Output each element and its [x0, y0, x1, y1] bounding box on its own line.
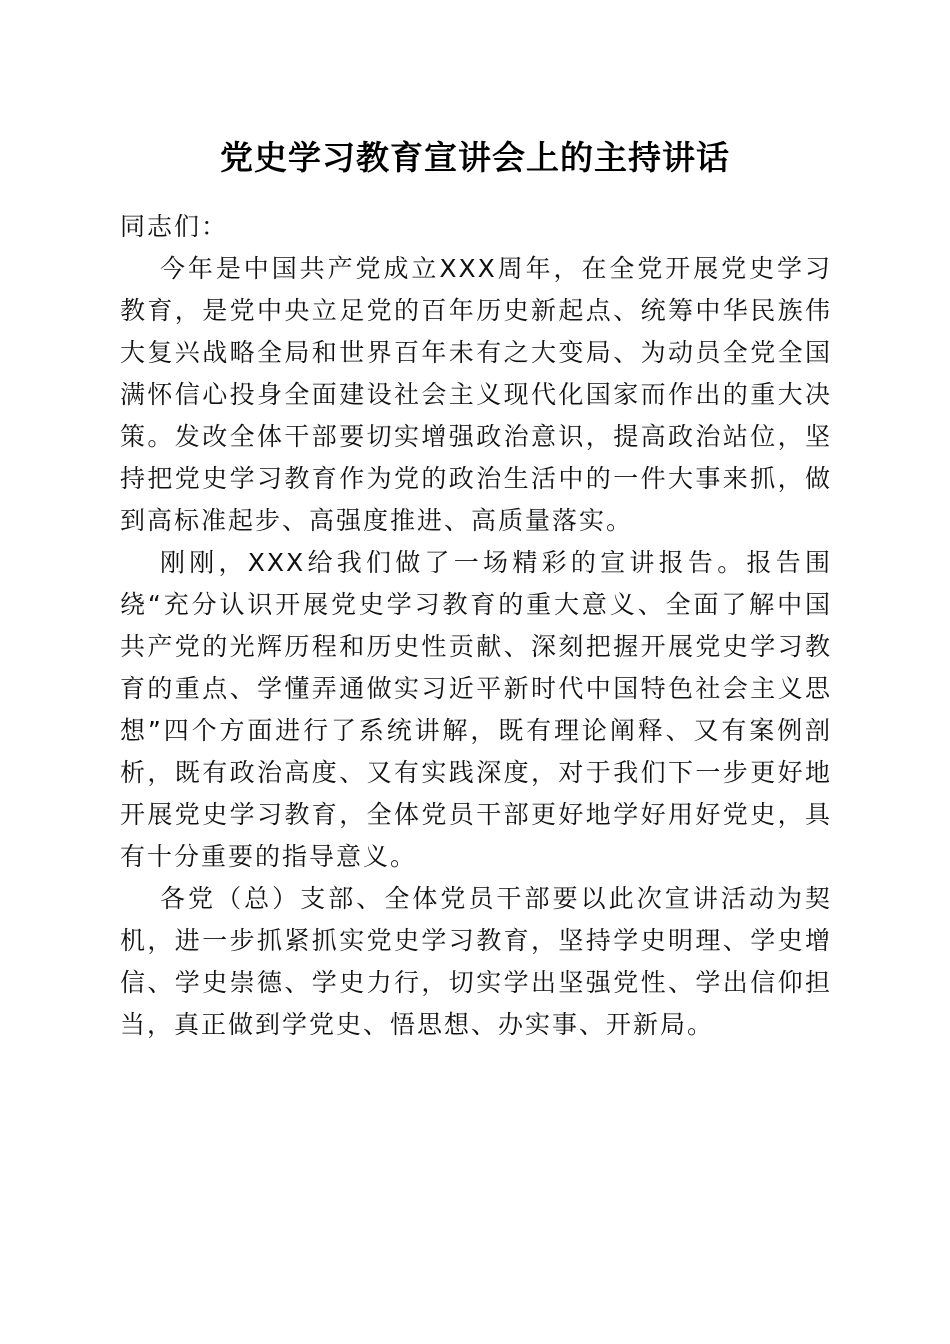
salutation: 同志们：	[120, 212, 229, 241]
paragraph-1: 今年是中国共产党成立XXX周年，在全党开展党史学习教育，是党中央立足党的百年历史新起点、统筹中华民族伟大复兴战略全局和世界百年未有之大变局、为动员全党全国满怀信心投身全面建设社会主义现代化国家而作出的重大决策。发改全体干部要切实增强政治意识，提高政治站位，坚持把党史学习教育作为党的政治生活中的一件大事来抓，做到高标准起步、高强度推进、高质量落实。	[120, 254, 832, 535]
paragraph-3: 各党（总）支部、全体党员干部要以此次宣讲活动为契机，进一步抓紧抓实党史学习教育，坚持学史明理、学史增信、学史崇德、学史力行，切实学出坚强党性、学出信仰担当，真正做到学党史、悟思想、办实事、开新局。	[120, 884, 832, 1039]
document-title: 党史学习教育宣讲会上的主持讲话	[220, 138, 730, 177]
paragraph-2: 刚刚，XXX给我们做了一场精彩的宣讲报告。报告围绕“充分认识开展党史学习教育的重大意义、全面了解中国共产党的光辉历程和历史性贡献、深刻把握开展党史学习教育的重点、学懂弄通做实习近平新时代中国特色社会主义思想”四个方面进行了系统讲解，既有理论阐释、又有案例剖析，既有政治高度、又有实践深度，对于我们下一步更好地开展党史学习教育，全体党员干部更好地学好用好党史，具有十分重要的指导意义。	[120, 548, 832, 871]
document-body	[120, 206, 832, 1046]
